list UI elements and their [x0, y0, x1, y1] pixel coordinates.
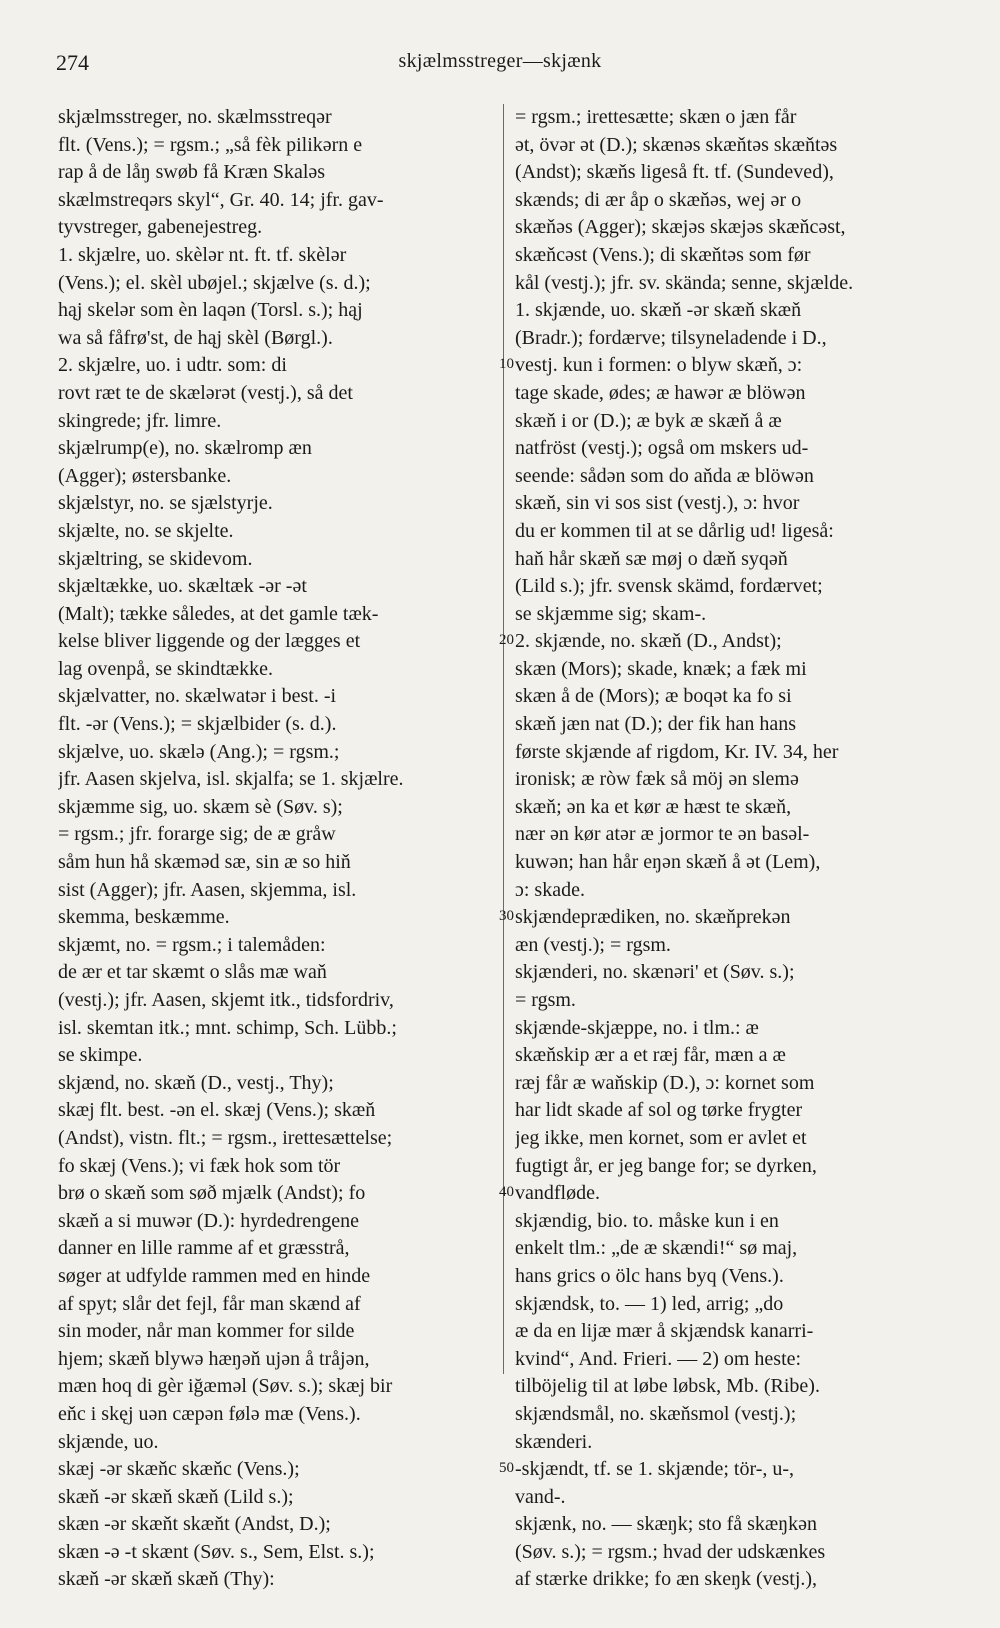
text-line: kål (vestj.); jfr. sv. skända; senne, skjælde. — [515, 271, 854, 294]
text-line: (Malt); tække således, at det gamle tæk- — [58, 602, 379, 625]
text-line: se skjæmme sig; skam-. — [515, 602, 707, 625]
text-line: natfröst (vestj.); også om mskers ud- — [515, 437, 809, 460]
text-line: haň hår skæň sæ møj o dæň syqəň — [515, 547, 788, 570]
text-line: skjændig, bio. to. måske kun i en — [515, 1209, 779, 1232]
text-line: skæň i or (D.); æ byk æ skæň å æ — [515, 409, 782, 432]
text-line: wa så fåfrø'st, de hąj skèl (Børgl.). — [58, 326, 333, 349]
text-line: 1. skjælre, uo. skèlər nt. ft. tf. skèlər — [58, 243, 347, 266]
text-line: 2. skjælre, uo. i udtr. som: di — [58, 354, 287, 377]
text-line: skæňskip ær a et ræj får, mæn a æ — [515, 1044, 786, 1067]
text-line: skæň, sin vi sos sist (vestj.), ɔ: hvor — [515, 492, 800, 515]
text-line: (Vens.); el. skèl ubøjel.; skjælve (s. d.); — [58, 271, 371, 294]
text-line: = rgsm.; jfr. forarge sig; de æ gråw — [58, 823, 336, 846]
text-line: har lidt skade af sol og tørke frygter — [515, 1099, 803, 1122]
text-line: skjænd, no. skæň (D., vestj., Thy); — [58, 1071, 334, 1094]
text-line: skæn å de (Mors); æ boqət ka fo si — [515, 685, 792, 708]
text-line: skæň; ən ka et kør æ hæst te skæň, — [515, 795, 792, 818]
text-line: flt. (Vens.); = rgsm.; „så fèk pilikərn e — [58, 133, 363, 156]
margin-line-number: 50 — [499, 1460, 514, 1477]
text-line: isl. skemtan itk.; mnt. schimp, Sch. Lübb.; — [58, 1016, 397, 1039]
text-line: de ær et tar skæmt o slås mæ waň — [58, 961, 327, 984]
text-line: seende: sådən som do aňda æ blöwən — [515, 464, 814, 487]
text-line: skemma, beskæmme. — [58, 906, 230, 929]
text-line: af stærke drikke; fo æn skeŋk (vestj.), — [515, 1568, 818, 1591]
text-line: sin moder, når man kommer for silde — [58, 1320, 355, 1343]
text-line: skæn -ər skæňt skæňt (Andst, D.); — [58, 1513, 331, 1536]
text-line: af spyt; slår det fejl, får man skænd af — [58, 1292, 361, 1315]
text-line: skæň a si muwər (D.): hyrdedrengene — [58, 1209, 360, 1232]
text-line: skjælve, uo. skælə (Ang.); = rgsm.; — [58, 740, 340, 763]
running-head: skjælmsstreger—skjænk — [398, 50, 602, 72]
text-line: rovt ræt te de skælərət (vestj.), så det — [58, 381, 353, 404]
text-line: vestj. kun i formen: o blyw skæň, ɔ: — [515, 354, 803, 377]
text-line: skæn -ə -t skænt (Søv. s., Sem, Elst. s.); — [58, 1540, 375, 1563]
text-line: skæj flt. best. -ən el. skæj (Vens.); skæň — [58, 1099, 376, 1122]
text-line: tilböjelig til at løbe løbsk, Mb. (Ribe). — [515, 1375, 820, 1398]
left-column — [58, 104, 498, 1594]
text-line: skæj -ər skæňc skæňc (Vens.); — [58, 1458, 300, 1481]
margin-line-number: 40 — [499, 1184, 514, 1201]
text-line: skjænderi, no. skænəri' et (Søv. s.); — [515, 961, 795, 984]
page-number: 274 — [56, 50, 89, 75]
text-line: skjændsk, to. — 1) led, arrig; „do — [515, 1292, 784, 1315]
text-line: fugtigt år, er jeg bange for; se dyrken, — [515, 1154, 817, 1177]
text-line: ɔ: skade. — [515, 878, 585, 901]
text-line: mæn hoq di gèr iğæməl (Søv. s.); skæj bir — [58, 1375, 393, 1398]
text-line: jeg ikke, men kornet, som er avlet et — [515, 1126, 807, 1149]
right-column — [515, 104, 955, 1594]
text-line: første skjænde af rigdom, Kr. IV. 34, her — [515, 740, 839, 763]
text-line: ironisk; æ ròw fæk så möj ən slemə — [515, 768, 799, 791]
text-line: skæň jæn nat (D.); der fik han hans — [515, 713, 797, 736]
text-line: skænds; di ær åp o skæňəs, wej ər o — [515, 188, 802, 211]
text-line: skjænde, uo. — [58, 1430, 159, 1453]
margin-line-number: 10 — [499, 356, 514, 373]
margin-line-number: 20 — [499, 632, 514, 649]
text-line: kelse bliver liggende og der lægges et — [58, 630, 361, 653]
text-line: 2. skjænde, no. skæň (D., Andst); — [515, 630, 782, 653]
text-line: fo skæj (Vens.); vi fæk hok som tör — [58, 1154, 341, 1177]
text-line: kvind“, And. Frieri. — 2) om heste: — [515, 1347, 802, 1370]
text-line: ət, övər ət (D.); skænəs skæňtəs skæňtəs — [515, 133, 838, 156]
text-line: 1. skjænde, uo. skæň -ər skæň skæň — [515, 299, 802, 322]
text-line: (Agger); østersbanke. — [58, 464, 232, 487]
text-line: skjælrump(e), no. skælromp æn — [58, 437, 312, 460]
text-line: lag ovenpå, se skindtække. — [58, 657, 273, 680]
text-line: skjælvatter, no. skælwatər i best. -i — [58, 685, 337, 708]
text-line: skæn (Mors); skade, knæk; a fæk mi — [515, 657, 807, 680]
text-line: æ da en lijæ mær å skjændsk kanarri- — [515, 1320, 814, 1343]
text-line: du er kommen til at se dårlig ud! ligeså: — [515, 519, 834, 542]
text-line: skæň -ər skæň skæň (Thy): — [58, 1568, 275, 1591]
text-line: = rgsm.; irettesætte; skæn o jæn får — [515, 106, 797, 128]
text-line: (vestj.); jfr. Aasen, skjemt itk., tidsfordriv, — [58, 989, 394, 1011]
text-line: såm hun hå skæməd sæ, sin æ so hiň — [58, 851, 351, 874]
text-line: eňc i skęj uən cæpən følə mæ (Vens.). — [58, 1402, 361, 1425]
text-line: = rgsm. — [515, 989, 576, 1011]
text-line: brø o skæň som søð mjælk (Andst); fo — [58, 1182, 366, 1205]
text-line: skælmstreqərs skyl“, Gr. 40. 14; jfr. gav- — [58, 188, 384, 211]
text-line: ræj får æ waňskip (D.), ɔ: kornet som — [515, 1071, 815, 1094]
page-header — [0, 50, 1000, 84]
text-line: sist (Agger); jfr. Aasen, skjemma, isl. — [58, 878, 357, 901]
text-line: (Andst), vistn. flt.; = rgsm., irettesættelse; — [58, 1126, 393, 1149]
text-line: danner en lille ramme af et græsstrå, — [58, 1237, 350, 1260]
text-line: skjælmsstreger, no. skælmsstreqər — [58, 106, 332, 128]
text-line: (Lild s.); jfr. svensk skämd, fordærvet; — [515, 575, 823, 598]
text-line: (Bradr.); fordærve; tilsyneladende i D., — [515, 326, 827, 349]
text-line: enkelt tlm.: „de æ skændi!“ sø maj, — [515, 1237, 798, 1260]
text-line: nær ən kør atər æ jormor te ən basəl- — [515, 823, 810, 846]
text-line: skjænde-skjæppe, no. i tlm.: æ — [515, 1016, 759, 1039]
text-line: skjælte, no. se skjelte. — [58, 519, 234, 542]
text-line: skjæmt, no. = rgsm.; i talemåden: — [58, 933, 326, 956]
text-line: æn (vestj.); = rgsm. — [515, 933, 671, 956]
text-line: skjælstyr, no. se sjælstyrje. — [58, 492, 273, 515]
text-line: hans grics o ölc hans byq (Vens.). — [515, 1264, 784, 1287]
text-line: skjæltring, se skidevom. — [58, 547, 253, 570]
text-line: skjændeprædiken, no. skæňprekən — [515, 906, 791, 929]
text-line: skjæltække, uo. skæltæk -ər -ət — [58, 575, 307, 598]
text-line: (Søv. s.); = rgsm.; hvad der udskænkes — [515, 1540, 826, 1563]
text-line: vandfløde. — [515, 1182, 600, 1205]
text-line: skingrede; jfr. limre. — [58, 409, 222, 432]
text-line: kuwən; han hår eŋən skæň å ət (Lem), — [515, 851, 821, 874]
text-line: hąj skelər som èn laqən (Torsl. s.); hąj — [58, 299, 363, 322]
text-line: vand-. — [515, 1485, 566, 1508]
text-line: skjæmme sig, uo. skæm sè (Søv. s); — [58, 795, 343, 818]
text-line: skæňcəst (Vens.); di skæňtəs som før — [515, 243, 811, 266]
text-line: tyvstreger, gabenejestreg. — [58, 216, 263, 239]
text-line: -skjændt, tf. se 1. skjænde; tör-, u-, — [515, 1458, 795, 1481]
text-line: rap å de låŋ swøb få Kræn Skaləs — [58, 161, 326, 184]
text-line: skæňəs (Agger); skæjəs skæjəs skæňcəst, — [515, 216, 846, 239]
text-line: hjem; skæň blywə hæŋəň ujən å tråjən, — [58, 1347, 370, 1370]
text-line: tage skade, ødes; æ hawər æ blöwən — [515, 381, 806, 404]
text-line: flt. -ər (Vens.); = skjælbider (s. d.). — [58, 713, 337, 736]
margin-line-number: 30 — [499, 908, 514, 925]
text-line: søger at udfylde rammen med en hinde — [58, 1264, 371, 1287]
text-line: (Andst); skæňs ligeså ft. tf. (Sundeved), — [515, 161, 834, 184]
text-line: skjænk, no. — skæŋk; sto få skæŋkən — [515, 1513, 818, 1536]
text-line: jfr. Aasen skjelva, isl. skjalfa; se 1. skjælre. — [58, 768, 404, 791]
text-line: se skimpe. — [58, 1044, 143, 1067]
text-line: skjændsmål, no. skæňsmol (vestj.); — [515, 1402, 797, 1425]
text-line: skæň -ər skæň skæň (Lild s.); — [58, 1485, 294, 1508]
text-line: skænderi. — [515, 1430, 593, 1453]
